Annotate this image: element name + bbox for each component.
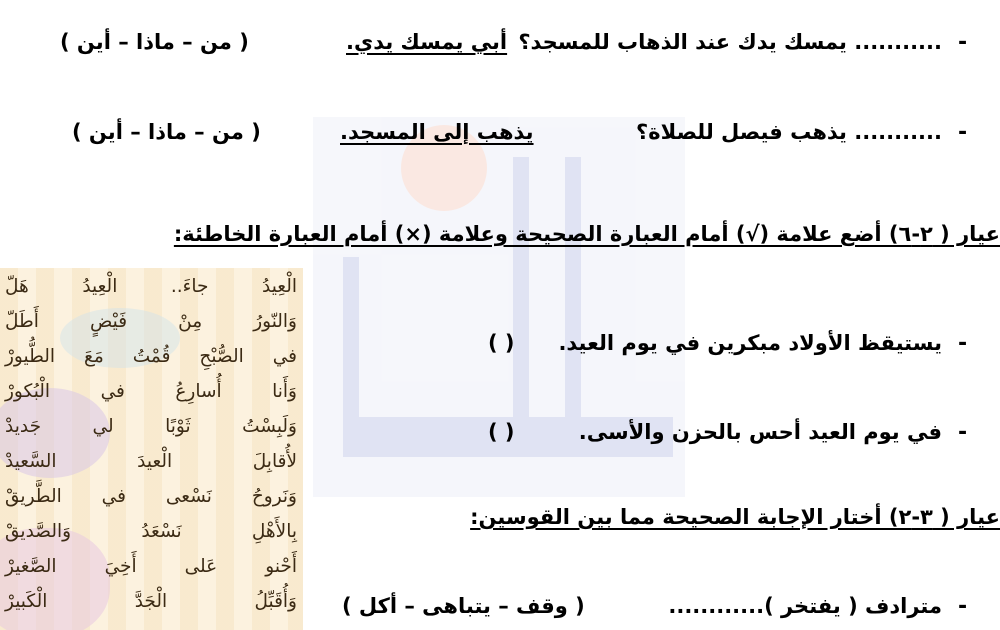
poem-line: وَأَنا أُسارِعُ في الْبُكورْ: [5, 381, 297, 402]
true-false-item-2: في يوم العيد أحس بالحزن والأسى.: [578, 420, 942, 444]
question-2-text: [636, 120, 942, 144]
poem-line: وَأُقَبِّلُ الْجَدَّ الْكَبيرْ: [5, 591, 297, 612]
question-stem: يذهب فيصل للصلاة؟: [636, 120, 847, 144]
question-2-options: ( من – ماذا – أين ): [72, 120, 261, 144]
true-false-item-1: يستيقظ الأولاد مبكرين في يوم العيد.: [558, 331, 942, 355]
poem-panel: [0, 268, 303, 630]
bullet-dash: -: [958, 30, 968, 55]
section-3-heading: عيار ( ٣-٢) أختار الإجابة الصحيحة مما بين القوسين:: [470, 505, 1000, 529]
blank: ...........: [854, 120, 942, 144]
bullet-dash: -: [958, 331, 968, 356]
poem-line: وَلَبِسْتُ ثَوْبًا لي جَديدْ: [5, 416, 297, 437]
poem-line: في الصُّبْحِ قُمْتُ مَعَ الطُّيورْ: [5, 346, 297, 367]
question-1-text: [518, 30, 942, 54]
bullet-dash: -: [958, 120, 968, 145]
synonym-options: ( وقف – يتباهى – أكل ): [342, 594, 585, 618]
poem-line: لأُقابِلَ الْعيدَ السَّعيدْ: [5, 451, 297, 472]
poem-line: بِالأَهْلِ نَسْعَدُ وَالصَّديقْ: [5, 521, 297, 542]
watermark-stroke: [565, 157, 581, 457]
answer-paren-2[interactable]: ( ): [488, 420, 515, 444]
synonym-question: مترادف ( يفتخر )............: [668, 594, 942, 618]
question-1-options: ( من – ماذا – أين ): [60, 30, 249, 54]
bullet-dash: -: [958, 594, 968, 619]
poem-line: وَنَروحُ نَسْعى في الطَّريقْ: [5, 486, 297, 507]
section-2-heading: عيار ( ٢-٦) أضع علامة (√) أمام العبارة الصحيحة وعلامة (×) أمام العبارة الخاطئة:: [173, 222, 1000, 246]
answer-paren-1[interactable]: ( ): [488, 331, 515, 355]
watermark-stroke: [343, 257, 359, 427]
question-1-answer: أبي يمسك يدي.: [346, 30, 508, 54]
poem-line: أَحْنو عَلى أَخِيَ الصَّغيرْ: [5, 556, 297, 577]
question-2-answer: يذهب إلى المسجد.: [340, 120, 534, 144]
poem-line: وَالنّورُ مِنْ فَيْضٍ أَطَلّ: [5, 311, 297, 332]
watermark-stroke: [513, 157, 529, 417]
question-stem: يمسك يدك عند الذهاب للمسجد؟: [518, 30, 847, 54]
poem-illustration: [0, 528, 110, 630]
blank: ...........: [854, 30, 942, 54]
bullet-dash: -: [958, 420, 968, 445]
poem-line: الْعِيدُ جاءَ.. الْعِيدُ هَلّ: [5, 276, 297, 297]
